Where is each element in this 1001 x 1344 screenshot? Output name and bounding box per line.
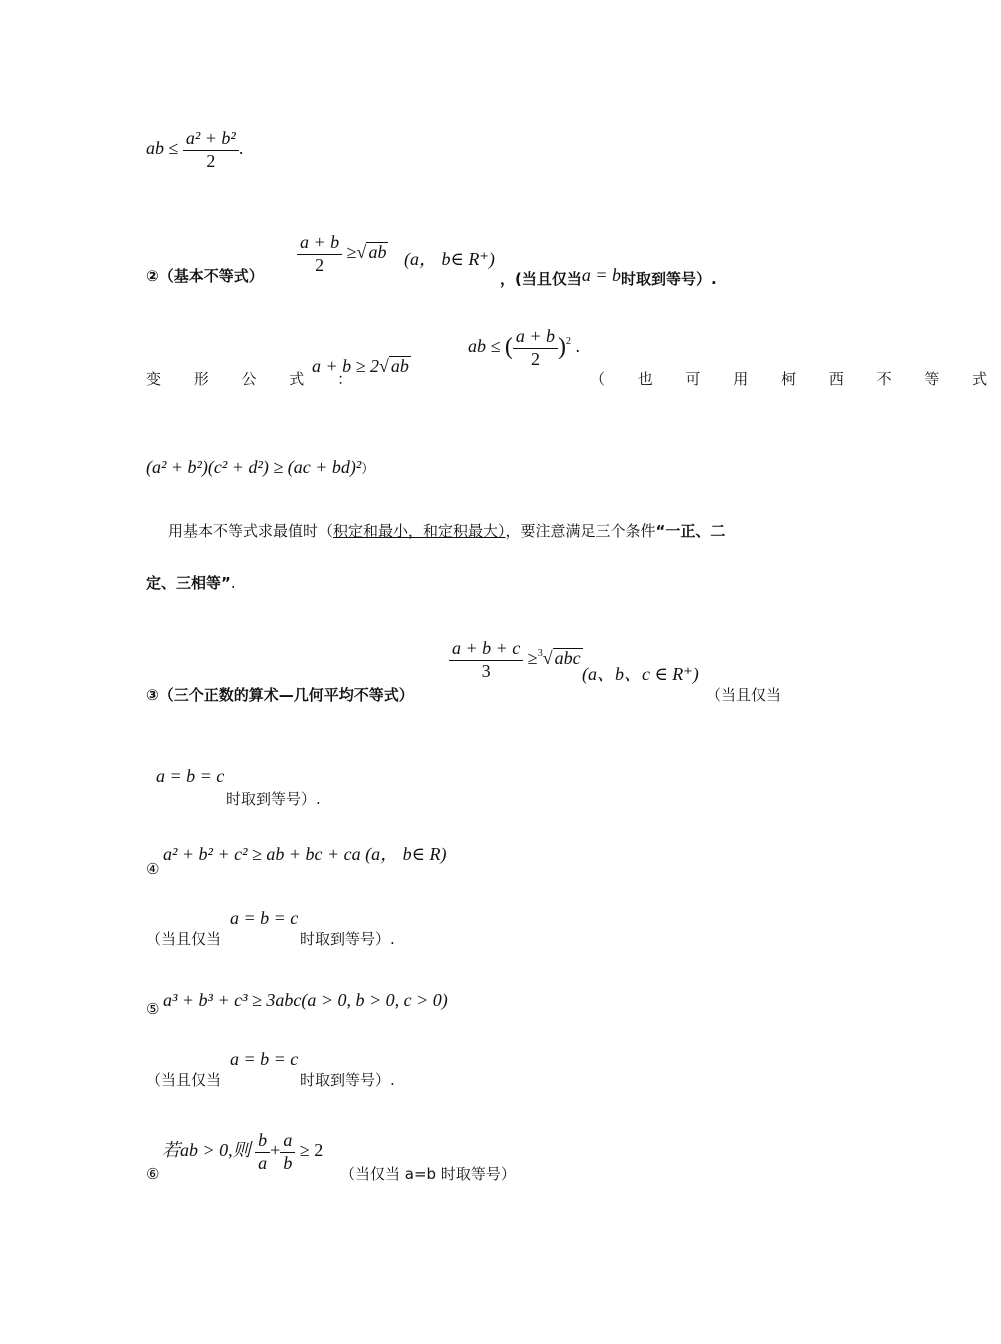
item-4-condition: (a， b∈ R) xyxy=(365,844,447,864)
fraction-numerator: a² + b² xyxy=(183,128,239,151)
sqrt-radicand: ab xyxy=(390,356,409,376)
item-3-tail: 时取到等号）. xyxy=(226,790,321,808)
item-3-condition: (a、b、c ∈ R⁺) xyxy=(582,664,699,684)
fraction-numerator: a xyxy=(280,1130,295,1153)
paragraph-line-2: 定、三相等”. xyxy=(146,574,236,592)
fraction-numerator: b xyxy=(255,1130,270,1153)
fraction xyxy=(280,1130,295,1174)
fraction-denominator: b xyxy=(283,1152,293,1173)
item-3-note: （当且仅当 xyxy=(706,686,782,704)
item-4-equality: a = b = c xyxy=(230,908,299,928)
equality-condition: a = b xyxy=(581,265,622,285)
fraction-numerator: a + b xyxy=(513,326,558,349)
formula-item-4: a² + b² + c² ≥ ab + bc + ca (a， b∈ R) xyxy=(163,844,447,864)
formula-cauchy: (a² + b²)(c² + d²) ≥ (ac + bd)²） xyxy=(146,457,375,477)
fraction xyxy=(183,128,239,172)
item-2-note: ，(当且仅当a = b时取到等号）. xyxy=(500,265,717,288)
formula-ab-le-half-sum-squares xyxy=(146,128,243,172)
bold-text: “一正、二 xyxy=(655,522,726,540)
item-4-mark: ④ xyxy=(146,860,160,878)
item-5-equality: a = b = c xyxy=(230,1049,299,1069)
formula-item-5: a³ + b³ + c³ ≥ 3abc(a > 0, b > 0, c > 0) xyxy=(163,990,448,1010)
fraction-denominator: 2 xyxy=(315,254,325,275)
item-5-mark: ⑤ xyxy=(146,1000,160,1018)
item-5-note-post: 时取到等号）. xyxy=(300,1071,395,1089)
fraction-denominator: a xyxy=(258,1152,268,1173)
formula-relation: ≥ xyxy=(346,242,357,263)
sqrt-sign: √ xyxy=(356,242,367,263)
formula-basic-inequality xyxy=(297,232,388,276)
period: . xyxy=(238,138,244,159)
sqrt-radicand: ab xyxy=(368,242,387,263)
fraction-denominator: 2 xyxy=(530,348,540,369)
cauchy-note: （ 也 可 用 柯 西 不 等 式 xyxy=(590,370,1001,388)
variant-formula-1: a + b ≥ 2√ ab xyxy=(312,356,409,376)
item-4-note-post: 时取到等号）. xyxy=(300,930,395,948)
item-6-note: （当仅当 a=b 时取等号） xyxy=(340,1165,516,1183)
fraction-numerator: a + b + c xyxy=(449,638,523,661)
fraction xyxy=(449,638,523,682)
root-index: 3 xyxy=(537,648,543,660)
item-3-label: ③（三个正数的算术—几何平均不等式） xyxy=(146,686,414,704)
exponent: 2 xyxy=(566,336,572,348)
variant-formula-2: ab ≤ ( $\frac{a + b}{2}$ )$^2$ . xyxy=(468,326,581,369)
formula-relation: ≤ xyxy=(168,138,179,159)
item-3-equality: a = b = c xyxy=(156,766,225,786)
formula-am-gm-three: $\frac{a + b + c}{3}$ ≥$^3$√ abc xyxy=(449,638,583,682)
sqrt-sign: √ xyxy=(379,356,389,376)
bold-text: 定、三相等” xyxy=(146,574,231,592)
sqrt-sign: √ xyxy=(542,648,553,669)
item-2-condition: (a， b∈ R⁺) xyxy=(404,249,495,269)
formula-item-6: 若ab > 0,则 $\frac{b}{a}$ + $\frac{a}{b}$ ≥ 2 xyxy=(162,1130,324,1173)
item-6-mark: ⑥ xyxy=(146,1165,160,1183)
fraction xyxy=(297,232,342,276)
fraction-numerator: a + b xyxy=(297,232,342,255)
fraction xyxy=(513,326,558,370)
formula-lhs: ab xyxy=(146,138,164,159)
sqrt-radicand: abc xyxy=(554,648,581,669)
fraction xyxy=(255,1130,270,1174)
paragraph-line-1: 用基本不等式求最值时（积定和最小，和定积最大），要注意满足三个条件“一正、二 xyxy=(168,522,726,540)
underlined-text: 积定和最小，和定积最大） xyxy=(333,522,506,540)
fraction-denominator: 2 xyxy=(206,150,216,171)
item-2-label: ②（基本不等式） xyxy=(146,267,264,285)
variant-formula-label: 变 形 公 式 ： xyxy=(146,370,367,388)
fraction-denominator: 3 xyxy=(481,660,491,681)
item-5-note-pre: （当且仅当 xyxy=(146,1071,222,1089)
item-4-note-pre: （当且仅当 xyxy=(146,930,222,948)
